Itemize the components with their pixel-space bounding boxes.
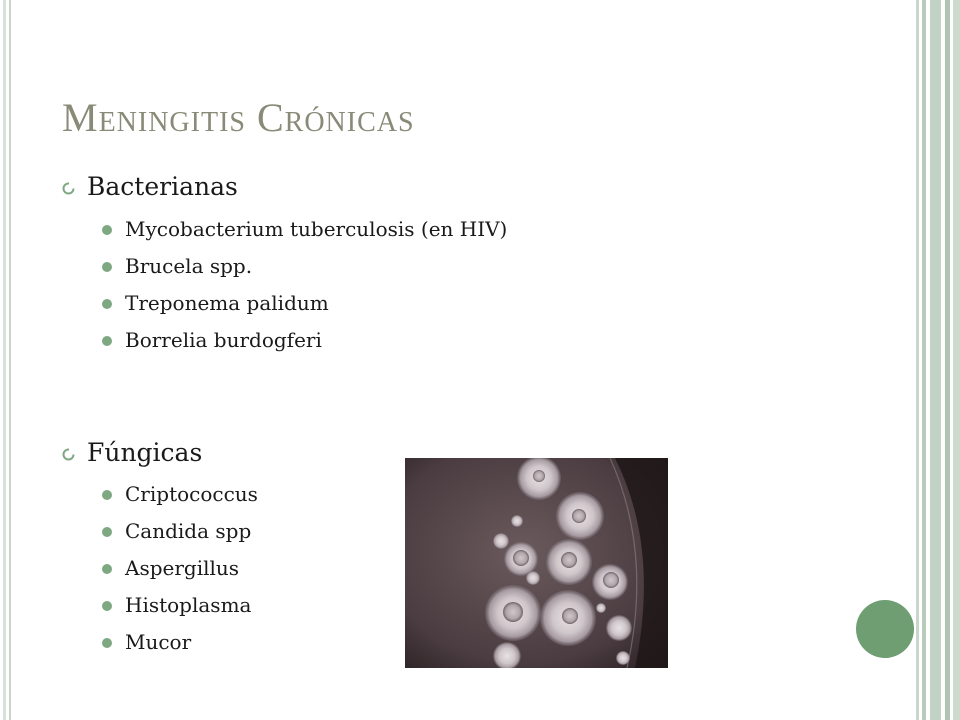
list-item [102, 550, 258, 587]
section-heading-label: Fúngicas [87, 438, 203, 467]
list-item-label: Mucor [125, 630, 192, 654]
list-item-label: Histoplasma [125, 593, 252, 617]
bullet-dot-icon [102, 490, 112, 500]
bullet-dot-icon [102, 638, 112, 648]
list-item [102, 322, 507, 359]
bullet-dot-icon [102, 336, 112, 346]
list-item-label: Aspergillus [125, 556, 240, 580]
list-item-label: Criptococcus [125, 482, 258, 506]
bullet-dot-icon [102, 225, 112, 235]
list-item-label: Candida spp [125, 519, 252, 543]
decorative-circle [856, 600, 914, 658]
section-heading-bacterianas [62, 172, 238, 201]
fungicas-list [102, 476, 258, 661]
bullet-dot-icon [102, 564, 112, 574]
bullet-dot-icon [102, 262, 112, 272]
section-heading-label: Bacterianas [87, 172, 238, 201]
section-heading-fungicas [62, 438, 202, 467]
list-item [102, 285, 507, 322]
bullet-dot-icon [102, 299, 112, 309]
microscopy-image [405, 458, 668, 668]
list-item-label: Treponema palidum [125, 291, 329, 315]
list-item-label: Brucela spp. [125, 254, 253, 278]
list-item [102, 513, 258, 550]
list-item [102, 624, 258, 661]
bullet-dot-icon [102, 527, 112, 537]
list-item [102, 248, 507, 285]
list-item [102, 211, 507, 248]
bacterianas-list [102, 211, 507, 359]
list-item [102, 587, 258, 624]
right-frame-border [916, 0, 960, 720]
slide-title: Meningitis Crónicas [62, 95, 415, 140]
list-item-label: Borrelia burdogferi [125, 328, 322, 352]
loop-bullet-icon [62, 182, 75, 195]
bullet-dot-icon [102, 601, 112, 611]
left-frame-border [0, 0, 11, 720]
loop-bullet-icon [62, 448, 75, 461]
list-item [102, 476, 258, 513]
list-item-label: Mycobacterium tuberculosis (en HIV) [125, 217, 508, 241]
